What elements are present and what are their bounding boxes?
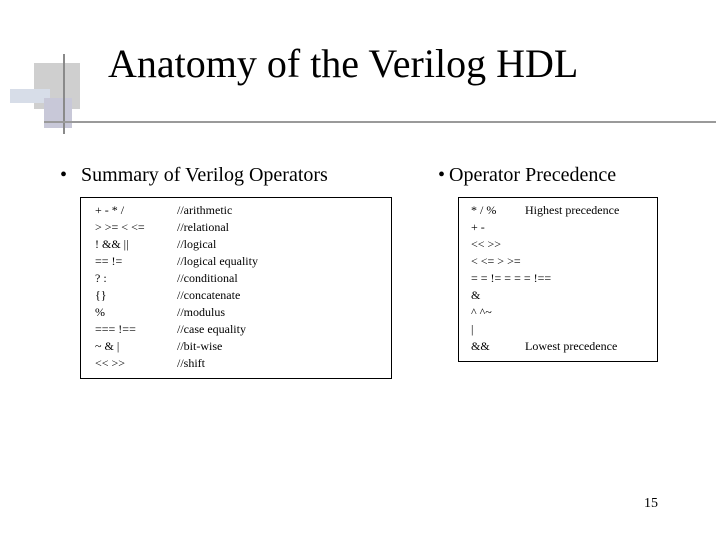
decor-square-lavender: [44, 98, 72, 128]
operator-comment: //shift: [177, 356, 206, 370]
precedence-note: Highest precedence: [525, 203, 620, 217]
operator-comment: //relational: [177, 220, 229, 234]
operator-symbols: ! && ||: [95, 237, 129, 251]
operator-symbols: > >= < <=: [95, 220, 145, 234]
operator-comment: //conditional: [177, 271, 238, 285]
operator-comment: //arithmetic: [177, 203, 233, 217]
bullet-icon: •: [60, 164, 68, 186]
precedence-operators: &: [471, 288, 481, 302]
operator-symbols: == !=: [95, 254, 123, 268]
precedence-operators: + -: [471, 220, 485, 234]
operator-symbols: %: [95, 305, 105, 319]
operator-comment: //concatenate: [177, 288, 241, 302]
precedence-heading: [438, 164, 616, 187]
bullet-icon: •: [438, 164, 446, 186]
operators-heading-text: Summary of Verilog Operators: [81, 164, 328, 186]
operator-symbols: === !==: [95, 322, 136, 336]
operator-symbols: ~ & |: [95, 339, 120, 353]
slide-title: Anatomy of the Verilog HDL: [108, 41, 579, 86]
precedence-operators: < <= > >=: [471, 254, 521, 268]
operator-symbols: << >>: [95, 356, 126, 370]
precedence-operators: << >>: [471, 237, 502, 251]
operator-comment: //logical equality: [177, 254, 258, 268]
operators-summary-box: [80, 197, 392, 379]
operator-comment: //modulus: [177, 305, 226, 319]
operator-symbols: {}: [95, 288, 107, 302]
operators-heading: [60, 164, 328, 187]
precedence-operators: &&: [471, 339, 490, 353]
page-number: 15: [644, 496, 658, 511]
precedence-operators: = = != = = = !==: [471, 271, 552, 285]
precedence-note: Lowest precedence: [525, 339, 618, 353]
precedence-operators: ^ ^~: [471, 305, 492, 319]
operator-comment: //bit-wise: [177, 339, 223, 353]
operator-comment: //case equality: [177, 322, 246, 336]
operator-symbols: ? :: [95, 271, 107, 285]
precedence-heading-text: Operator Precedence: [449, 164, 617, 186]
precedence-box: [458, 197, 658, 362]
operator-comment: //logical: [177, 237, 217, 251]
precedence-operators: |: [471, 322, 474, 336]
precedence-operators: * / %: [471, 203, 497, 217]
title-underline: [44, 121, 716, 123]
operator-symbols: + - * /: [95, 203, 125, 217]
